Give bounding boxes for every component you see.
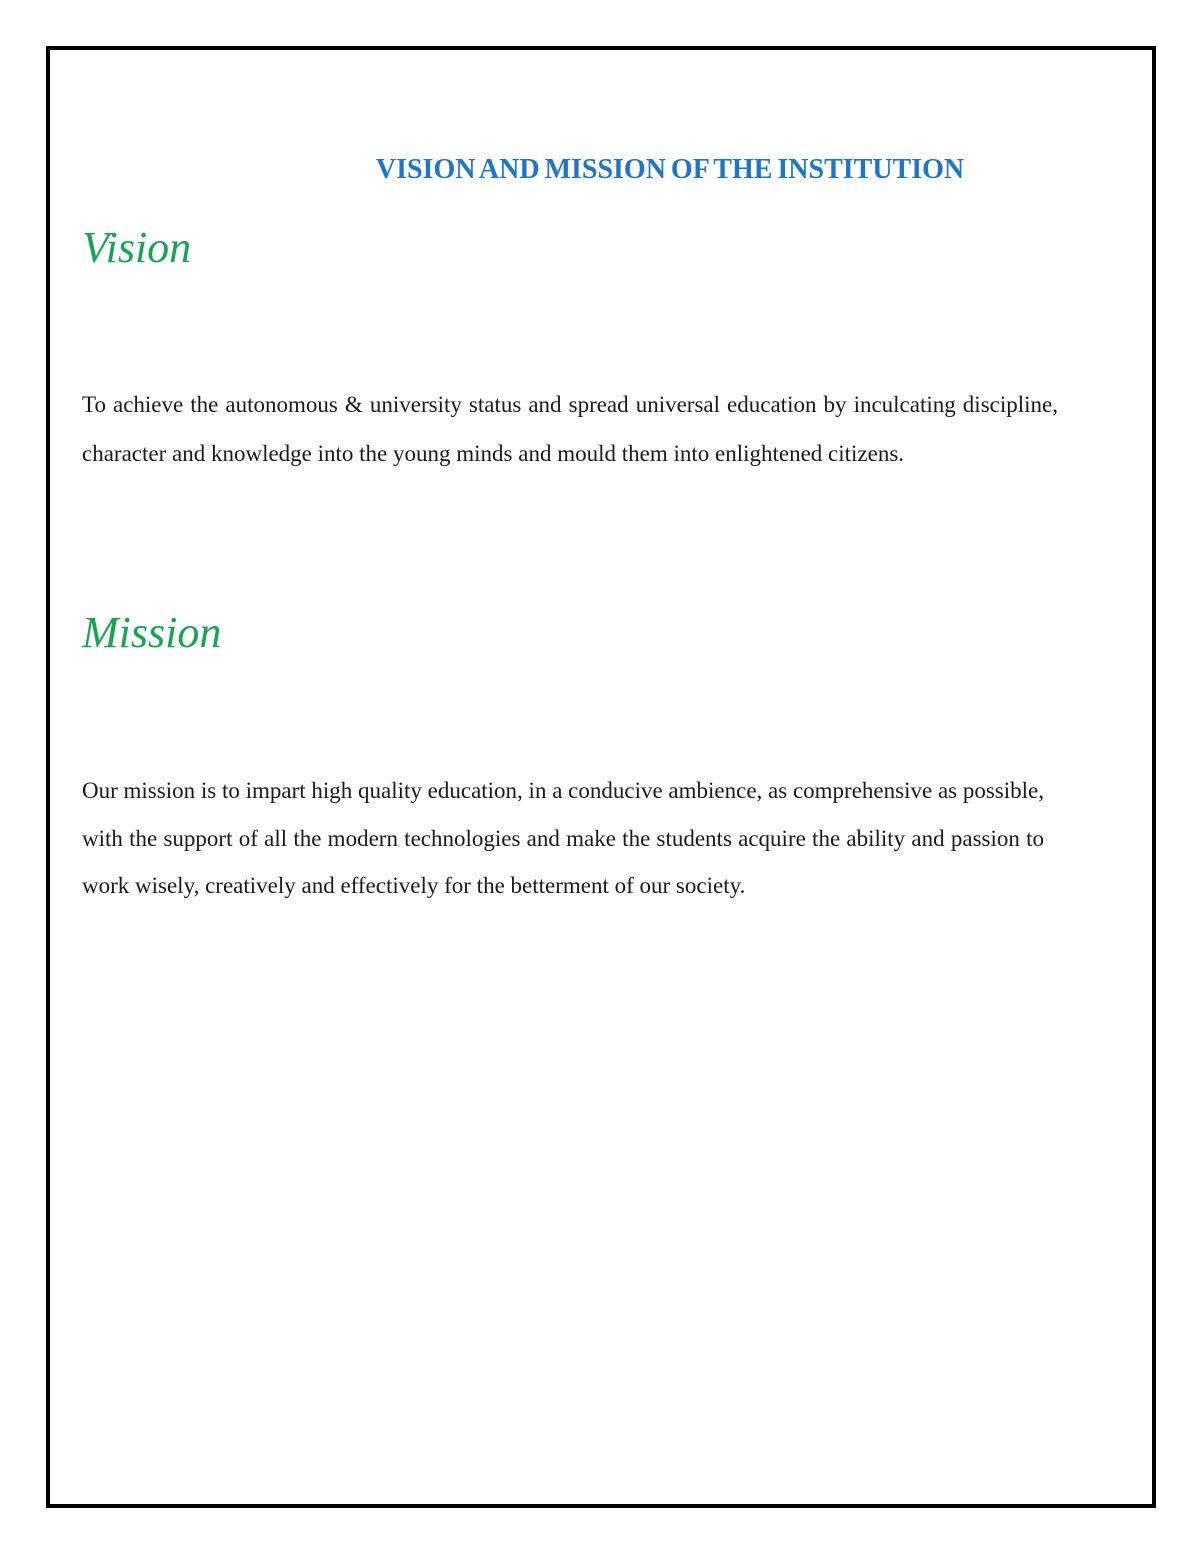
mission-paragraph: Our mission is to impart high quality education, in a conducive ambience, as comprehensive as possible, with the support of all the modern technologies and make the students acquire the ability and passion to work wisely, creatively and effectively for the betterment of our society. [82,778,1044,898]
vision-paragraph: To achieve the autonomous & university status and spread universal education by inculcating discipline, character and knowledge into the young minds and mould them into enlightened citizens. [82,392,1058,466]
vision-heading: Vision [82,223,192,272]
page-title: VISION AND MISSION OF THE INSTITUTION [375,154,965,185]
mission-heading: Mission [82,608,222,657]
